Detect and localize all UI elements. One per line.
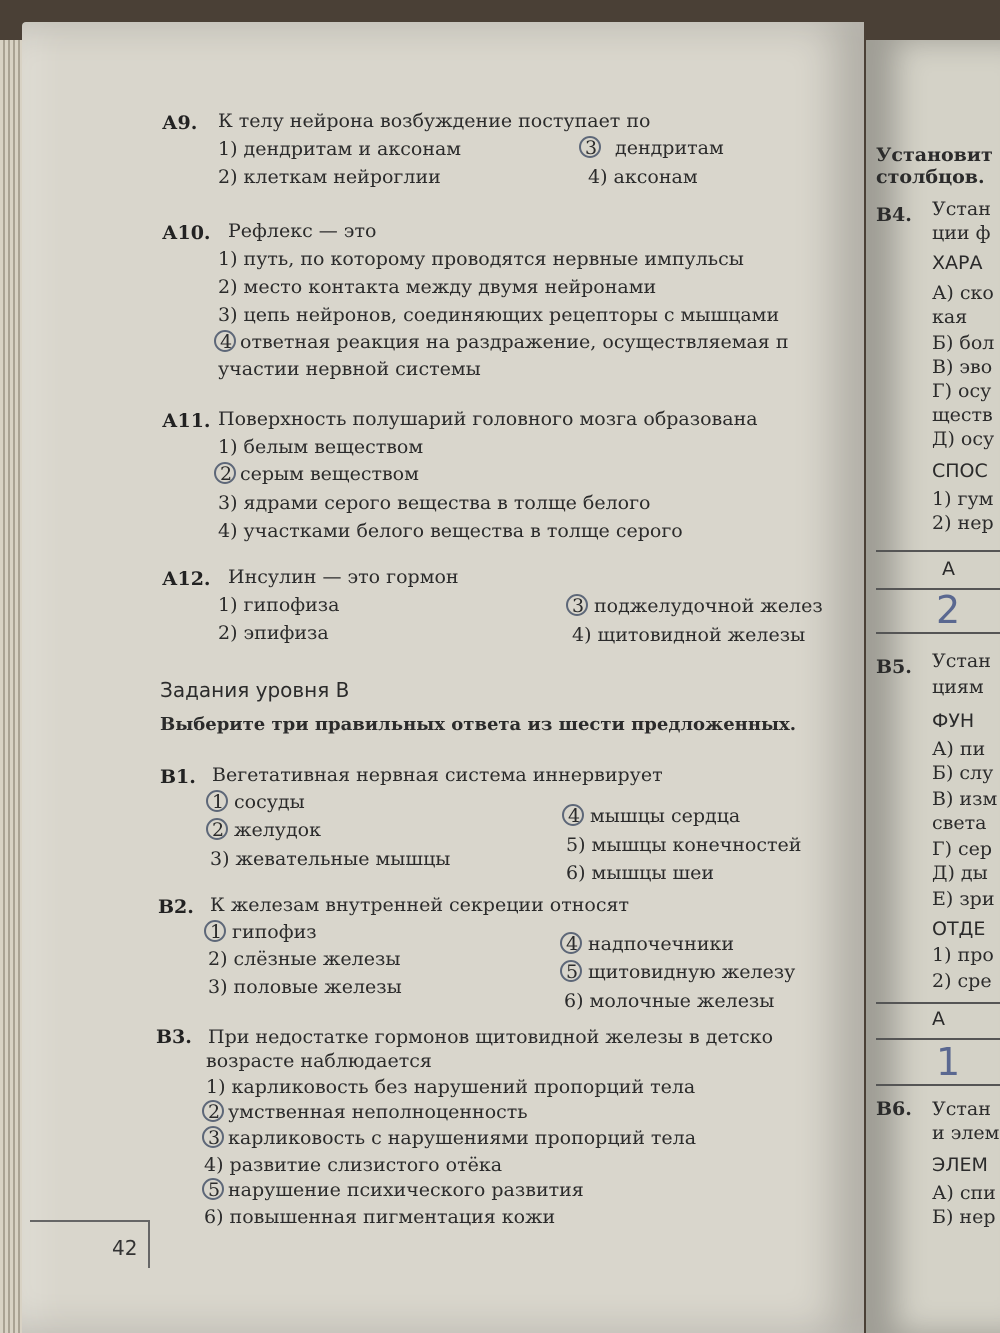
- b3-option-5: нарушение психического развития: [228, 1179, 584, 1201]
- right-fv: В) изм: [932, 788, 998, 810]
- a9-number: А9.: [162, 112, 198, 134]
- right-b6-text-2: и элем: [932, 1122, 1000, 1144]
- b2-option-4: надпочечники: [588, 933, 735, 955]
- a12-option-3-num: 3: [572, 595, 585, 617]
- a11-option-3: 3) ядрами серого вещества в толще белого: [218, 492, 651, 514]
- handwritten-answer-2: 1: [936, 1040, 961, 1084]
- b1-option-4: мышцы сердца: [590, 805, 741, 827]
- right-page: [866, 40, 1000, 1333]
- right-heading-1: Установит: [876, 144, 993, 166]
- a9-question: К телу нейрона возбуждение поступает по: [218, 110, 651, 132]
- b2-option-2: 2) слёзные железы: [208, 948, 401, 970]
- right-rkaya: кая: [932, 306, 968, 328]
- handwritten-answer-1: 2: [936, 588, 961, 632]
- right-rb: Б) бол: [932, 332, 995, 354]
- right-b6-text: Устан: [932, 1098, 991, 1120]
- b3-question-cont: возрасте наблюдается: [206, 1050, 432, 1072]
- page-number: 42: [112, 1236, 138, 1260]
- left-page: [22, 22, 864, 1333]
- b3-option-3-num: 3: [208, 1127, 221, 1149]
- right-table-line-6: [876, 1084, 1000, 1086]
- right-rg2: ществ: [932, 404, 993, 426]
- right-table-a-2: А: [932, 1008, 945, 1030]
- a12-number: А12.: [162, 568, 211, 590]
- right-fb: Б) слу: [932, 762, 994, 784]
- b2-number: В2.: [158, 896, 194, 918]
- right-hara: ХАРА: [932, 252, 983, 274]
- right-rg: Г) осу: [932, 380, 992, 402]
- right-ea: А) спи: [932, 1182, 996, 1204]
- b1-option-4-num: 4: [568, 805, 581, 827]
- b1-option-1-num: 1: [212, 791, 225, 813]
- a10-question: Рефлекс — это: [228, 220, 377, 242]
- right-fe: Е) зри: [932, 888, 995, 910]
- right-table-line-1: [876, 550, 1000, 552]
- a10-option-4-num: 4: [220, 331, 233, 353]
- right-rv: В) эво: [932, 356, 993, 378]
- a11-option-4: 4) участками белого вещества в толще серого: [218, 520, 683, 542]
- a10-option-4-cont: участии нервной системы: [218, 358, 481, 380]
- a9-option-3-num: 3: [585, 137, 598, 159]
- b2-option-1: гипофиз: [232, 921, 317, 943]
- a9-option-4: 4) аксонам: [588, 166, 698, 188]
- a11-option-2: серым веществом: [240, 463, 419, 485]
- b3-option-2-num: 2: [208, 1101, 221, 1123]
- right-spos: СПОС: [932, 460, 988, 482]
- right-b4-text: Устан: [932, 198, 991, 220]
- right-table-line-4: [876, 1002, 1000, 1004]
- right-s1: 1) гум: [932, 488, 994, 510]
- b3-option-6: 6) повышенная пигментация кожи: [204, 1206, 556, 1228]
- right-b4-num: В4.: [876, 204, 912, 226]
- a12-question: Инсулин — это гормон: [228, 566, 459, 588]
- right-table-line-3: [876, 632, 1000, 634]
- b1-option-2-num: 2: [212, 819, 225, 841]
- right-ra: А) ско: [932, 282, 994, 304]
- right-b5-text: Устан: [932, 650, 991, 672]
- a10-option-4: ответная реакция на раздражение, осуществляемая п: [240, 331, 789, 353]
- right-fg: Г) сер: [932, 838, 993, 860]
- a11-number: А11.: [162, 410, 211, 432]
- right-b6-num: В6.: [876, 1098, 912, 1120]
- a11-question: Поверхность полушарий головного мозга образована: [218, 408, 758, 430]
- b3-option-5-num: 5: [208, 1179, 221, 1201]
- instruction: Выберите три правильных ответа из шести предложенных.: [160, 714, 797, 735]
- b2-question: К железам внутренней секреции относят: [210, 894, 629, 916]
- b3-option-1: 1) карликовость без нарушений пропорций тела: [206, 1076, 696, 1098]
- b3-option-3: карликовость с нарушениями пропорций тела: [228, 1127, 697, 1149]
- right-b5-num: В5.: [876, 656, 912, 678]
- b3-option-2: умственная неполноценность: [228, 1101, 528, 1123]
- right-p2: 2) сре: [932, 970, 992, 992]
- a12-option-1: 1) гипофиза: [218, 594, 340, 616]
- b3-option-4: 4) развитие слизистого отёка: [204, 1154, 503, 1176]
- right-fsv: света: [932, 812, 987, 834]
- right-heading-2: столбцов.: [876, 166, 985, 188]
- b2-option-1-num: 1: [210, 921, 223, 943]
- b1-option-2: желудок: [234, 819, 321, 841]
- right-elem: ЭЛЕМ: [932, 1154, 988, 1176]
- b3-number: В3.: [156, 1026, 192, 1048]
- b1-question: Вегетативная нервная система иннервирует: [212, 764, 663, 786]
- right-p1: 1) про: [932, 944, 994, 966]
- a12-option-2: 2) эпифиза: [218, 622, 329, 644]
- a9-option-3: дендритам: [615, 137, 724, 159]
- right-b4-text-2: ции ф: [932, 222, 991, 244]
- right-s2: 2) нер: [932, 512, 994, 534]
- a10-option-3: 3) цепь нейронов, соединяющих рецепторы с мышцами: [218, 304, 780, 326]
- a10-number: А10.: [162, 222, 211, 244]
- b1-option-3: 3) жевательные мышцы: [210, 848, 451, 870]
- b3-question: При недостатке гормонов щитовидной железы в детско: [208, 1026, 774, 1048]
- a12-option-3: поджелудочной желез: [594, 595, 823, 617]
- b1-number: В1.: [160, 766, 196, 788]
- b2-option-5-num: 5: [566, 961, 579, 983]
- a9-option-1: 1) дендритам и аксонам: [218, 138, 462, 160]
- b1-option-1: сосуды: [234, 791, 305, 813]
- right-b5-text-2: циям: [932, 676, 984, 698]
- a11-option-1: 1) белым веществом: [218, 436, 424, 458]
- right-fa: А) пи: [932, 738, 986, 760]
- a10-option-2: 2) место контакта между двумя нейронами: [218, 276, 657, 298]
- b2-option-3: 3) половые железы: [208, 976, 402, 998]
- b1-option-6: 6) мышцы шеи: [566, 862, 715, 884]
- a12-option-4: 4) щитовидной железы: [572, 624, 806, 646]
- right-fd: Д) ды: [932, 862, 988, 884]
- a11-option-2-num: 2: [220, 463, 233, 485]
- right-rd: Д) осу: [932, 428, 995, 450]
- b2-option-4-num: 4: [566, 933, 579, 955]
- b1-option-5: 5) мышцы конечностей: [566, 834, 802, 856]
- right-table-a: А: [942, 558, 955, 580]
- a10-option-1: 1) путь, по которому проводятся нервные импульсы: [218, 248, 744, 270]
- right-fun: ФУН: [932, 710, 975, 732]
- right-otde: ОТДЕ: [932, 918, 986, 940]
- b2-option-5: щитовидную железу: [588, 961, 796, 983]
- a9-option-2: 2) клеткам нейроглии: [218, 166, 441, 188]
- b2-option-6: 6) молочные железы: [564, 990, 775, 1012]
- section-title: Задания уровня В: [160, 678, 350, 702]
- right-eb: Б) нер: [932, 1206, 996, 1228]
